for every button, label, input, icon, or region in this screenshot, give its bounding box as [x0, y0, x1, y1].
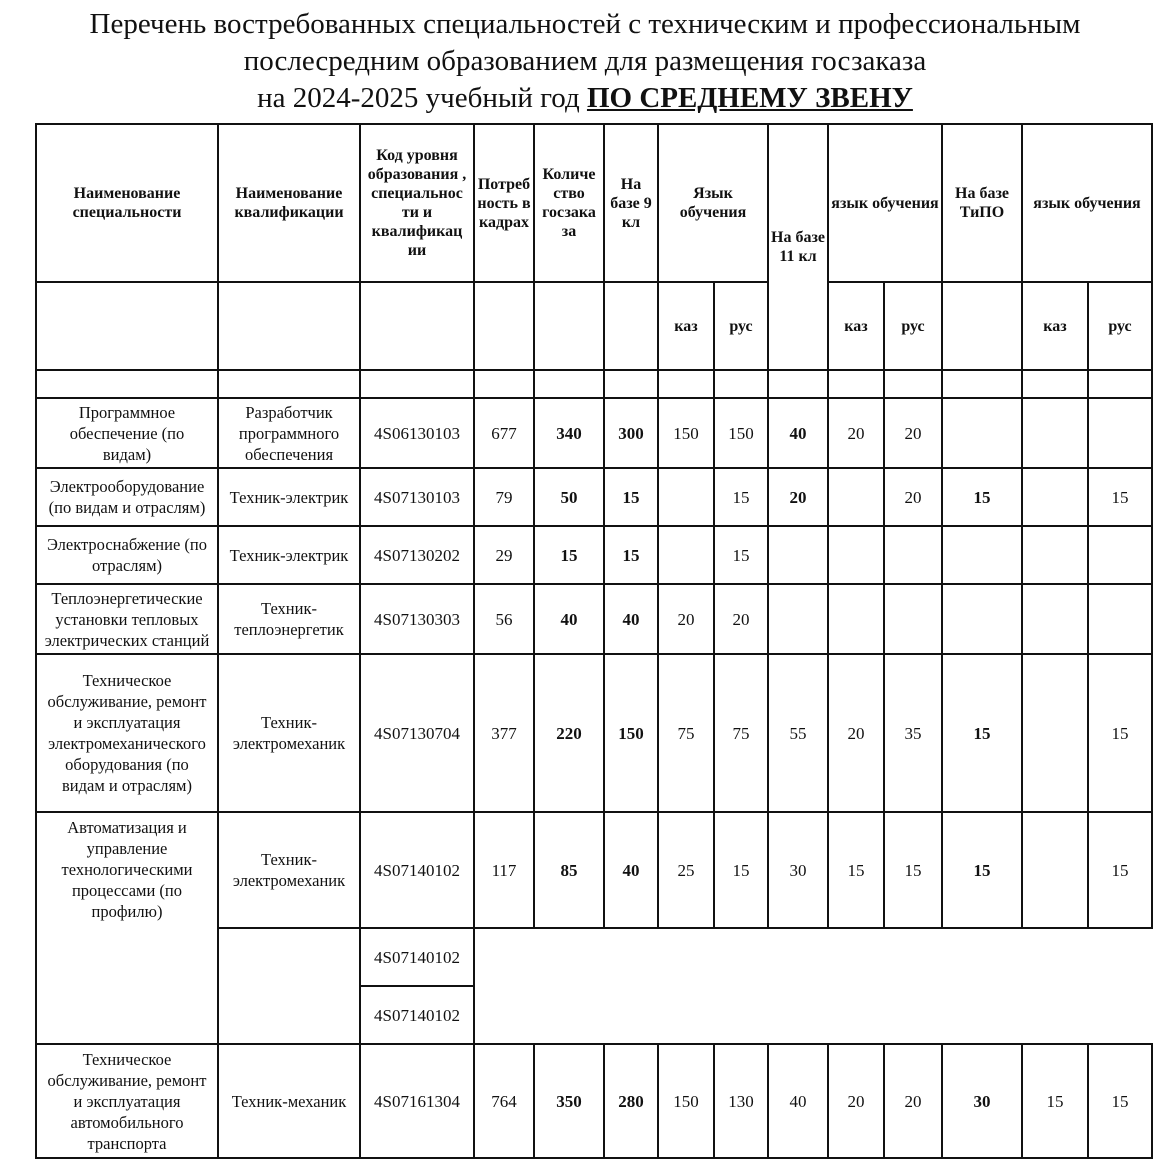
empty-cell — [604, 282, 658, 370]
empty-cell — [474, 282, 534, 370]
empty-cell — [534, 282, 604, 370]
subheader-kaz-3: каз — [1022, 282, 1088, 370]
base11-kaz-cell: 20 — [828, 654, 884, 812]
quota-cell: 40 — [534, 584, 604, 654]
base9-kaz-cell: 75 — [658, 654, 714, 812]
base11-rus-cell: 35 — [884, 654, 942, 812]
table-row — [36, 526, 1152, 584]
tipo-cell: 30 — [942, 1044, 1022, 1158]
tipo-rus-cell: 15 — [1088, 1044, 1152, 1158]
tipo-kaz-cell — [1022, 398, 1088, 468]
need-cell: 29 — [474, 526, 534, 584]
table-row — [36, 398, 1152, 468]
tipo-rus-cell: 15 — [1088, 654, 1152, 812]
base11-cell: 55 — [768, 654, 828, 812]
header-specialty: Наименование специальности — [36, 124, 218, 282]
qualification-cell: Техник- электромеханик — [218, 812, 360, 928]
code-cell: 4S07140102 — [360, 928, 474, 986]
qualification-cell: Разработчик программного обеспечения — [218, 398, 360, 468]
base9-rus-cell: 15 — [714, 468, 768, 526]
specialty-cell: Теплоэнергетические установки тепловых электрических станций — [36, 584, 218, 654]
base11-cell — [768, 584, 828, 654]
base11-rus-cell: 20 — [884, 398, 942, 468]
base9-kaz-cell: 25 — [658, 812, 714, 928]
subheader-rus-3: рус — [1088, 282, 1152, 370]
code-cell: 4S06130103 — [360, 398, 474, 468]
base11-cell: 40 — [768, 1044, 828, 1158]
base9-cell: 40 — [604, 584, 658, 654]
header-qualification: Наименование квалификации — [218, 124, 360, 282]
need-cell: 677 — [474, 398, 534, 468]
tipo-rus-cell: 15 — [1088, 468, 1152, 526]
qualification-cell: Техник-механик — [218, 1044, 360, 1158]
empty-cell — [36, 282, 218, 370]
need-cell: 377 — [474, 654, 534, 812]
title-emphasis: ПО СРЕДНЕМУ ЗВЕНУ — [586, 82, 913, 114]
tipo-cell — [942, 398, 1022, 468]
qualification-cell: Техник-электрик — [218, 526, 360, 584]
empty-cell — [218, 986, 360, 1044]
base11-cell: 40 — [768, 398, 828, 468]
header-base11: На базе 11 кл — [768, 124, 828, 370]
header-language-3: язык обучения — [1022, 124, 1152, 282]
subheader-row — [36, 282, 1152, 370]
base9-cell: 150 — [604, 654, 658, 812]
base11-kaz-cell — [828, 526, 884, 584]
base9-cell: 280 — [604, 1044, 658, 1158]
base11-rus-cell: 20 — [884, 1044, 942, 1158]
base9-cell: 300 — [604, 398, 658, 468]
base9-rus-cell: 150 — [714, 398, 768, 468]
specialty-cell: Техническое обслуживание, ремонт и эксплуатация автомобильного транспорта — [36, 1044, 218, 1158]
quota-cell: 220 — [534, 654, 604, 812]
base11-rus-cell: 15 — [884, 812, 942, 928]
table-row — [36, 812, 1152, 928]
table-row — [36, 1044, 1152, 1158]
subheader-kaz-2: каз — [828, 282, 884, 370]
tipo-rus-cell: 15 — [1088, 812, 1152, 928]
quota-cell: 350 — [534, 1044, 604, 1158]
base11-kaz-cell: 20 — [828, 398, 884, 468]
tipo-kaz-cell — [1022, 654, 1088, 812]
header-language-2: язык обучения — [828, 124, 942, 282]
header-quota: Количе ство госзака за — [534, 124, 604, 282]
quota-cell: 15 — [534, 526, 604, 584]
need-cell: 764 — [474, 1044, 534, 1158]
empty-cell — [474, 928, 1152, 986]
tipo-kaz-cell — [1022, 584, 1088, 654]
base9-rus-cell: 20 — [714, 584, 768, 654]
base9-rus-cell: 15 — [714, 812, 768, 928]
base9-kaz-cell: 150 — [658, 398, 714, 468]
tipo-cell: 15 — [942, 654, 1022, 812]
spacer-row — [36, 370, 1152, 398]
specialties-table — [35, 123, 1153, 1159]
empty-cell — [218, 928, 360, 986]
empty-cell — [474, 986, 1152, 1044]
need-cell: 117 — [474, 812, 534, 928]
base11-kaz-cell: 20 — [828, 1044, 884, 1158]
code-cell: 4S07130202 — [360, 526, 474, 584]
base11-rus-cell — [884, 526, 942, 584]
base9-cell: 15 — [604, 526, 658, 584]
specialty-cell: Электроснабжение (по отраслям) — [36, 526, 218, 584]
base11-kaz-cell — [828, 468, 884, 526]
title-line-3-prefix: на 2024-2025 учебный год — [257, 82, 587, 114]
base9-cell: 40 — [604, 812, 658, 928]
base11-kaz-cell: 15 — [828, 812, 884, 928]
qualification-cell: Техник- теплоэнергетик — [218, 584, 360, 654]
quota-cell: 85 — [534, 812, 604, 928]
tipo-rus-cell — [1088, 584, 1152, 654]
base9-kaz-cell: 150 — [658, 1044, 714, 1158]
header-code: Код уровня образования , специальнос ти и квалификац ии — [360, 124, 474, 282]
empty-cell — [360, 282, 474, 370]
base11-rus-cell — [884, 584, 942, 654]
tipo-cell — [942, 584, 1022, 654]
code-cell: 4S07140102 — [360, 986, 474, 1044]
base9-cell: 15 — [604, 468, 658, 526]
quota-cell: 50 — [534, 468, 604, 526]
specialty-cell: Техническое обслуживание, ремонт и эксплуатация электромеханического оборудования (по видам и отраслям) — [36, 654, 218, 812]
base9-rus-cell: 75 — [714, 654, 768, 812]
tipo-rus-cell — [1088, 398, 1152, 468]
specialty-cell: Электрооборудование (по видам и отраслям) — [36, 468, 218, 526]
need-cell: 56 — [474, 584, 534, 654]
code-cell: 4S07130303 — [360, 584, 474, 654]
base11-cell: 20 — [768, 468, 828, 526]
subheader-rus-2: рус — [884, 282, 942, 370]
tipo-kaz-cell: 15 — [1022, 1044, 1088, 1158]
quota-cell: 340 — [534, 398, 604, 468]
base11-kaz-cell — [828, 584, 884, 654]
qualification-cell: Техник- электромеханик — [218, 654, 360, 812]
header-need: Потреб ность в кадрах — [474, 124, 534, 282]
code-cell: 4S07161304 — [360, 1044, 474, 1158]
qualification-cell: Техник-электрик — [218, 468, 360, 526]
tipo-cell: 15 — [942, 812, 1022, 928]
title-line-2: послесредним образованием для размещения госзаказа — [243, 45, 927, 77]
specialty-cell: Автоматизация и управление технологическими процессами (по профилю) — [36, 812, 218, 1044]
header-row — [36, 124, 1152, 282]
title-line-1: Перечень востребованных специальностей с техническим и профессиональным — [89, 8, 1081, 40]
table-row — [36, 468, 1152, 526]
table-row — [36, 654, 1152, 812]
base9-kaz-cell — [658, 468, 714, 526]
tipo-cell — [942, 526, 1022, 584]
tipo-kaz-cell — [1022, 812, 1088, 928]
header-base9: На базе 9 кл — [604, 124, 658, 282]
base11-cell — [768, 526, 828, 584]
code-cell: 4S07130103 — [360, 468, 474, 526]
title-line-3 — [0, 80, 1170, 117]
base9-rus-cell: 15 — [714, 526, 768, 584]
tipo-cell: 15 — [942, 468, 1022, 526]
base9-kaz-cell — [658, 526, 714, 584]
subheader-rus-1: рус — [714, 282, 768, 370]
base9-kaz-cell: 20 — [658, 584, 714, 654]
empty-cell — [218, 282, 360, 370]
specialty-cell: Программное обеспечение (по видам) — [36, 398, 218, 468]
need-cell: 79 — [474, 468, 534, 526]
tipo-rus-cell — [1088, 526, 1152, 584]
base11-cell: 30 — [768, 812, 828, 928]
empty-cell — [942, 282, 1022, 370]
base9-rus-cell: 130 — [714, 1044, 768, 1158]
header-tipo: На базе ТиПО — [942, 124, 1022, 282]
subheader-kaz-1: каз — [658, 282, 714, 370]
base11-rus-cell: 20 — [884, 468, 942, 526]
document-title — [0, 6, 1170, 117]
code-cell: 4S07130704 — [360, 654, 474, 812]
tipo-kaz-cell — [1022, 526, 1088, 584]
table-row — [36, 584, 1152, 654]
header-language-1: Язык обучения — [658, 124, 768, 282]
code-cell: 4S07140102 — [360, 812, 474, 928]
tipo-kaz-cell — [1022, 468, 1088, 526]
